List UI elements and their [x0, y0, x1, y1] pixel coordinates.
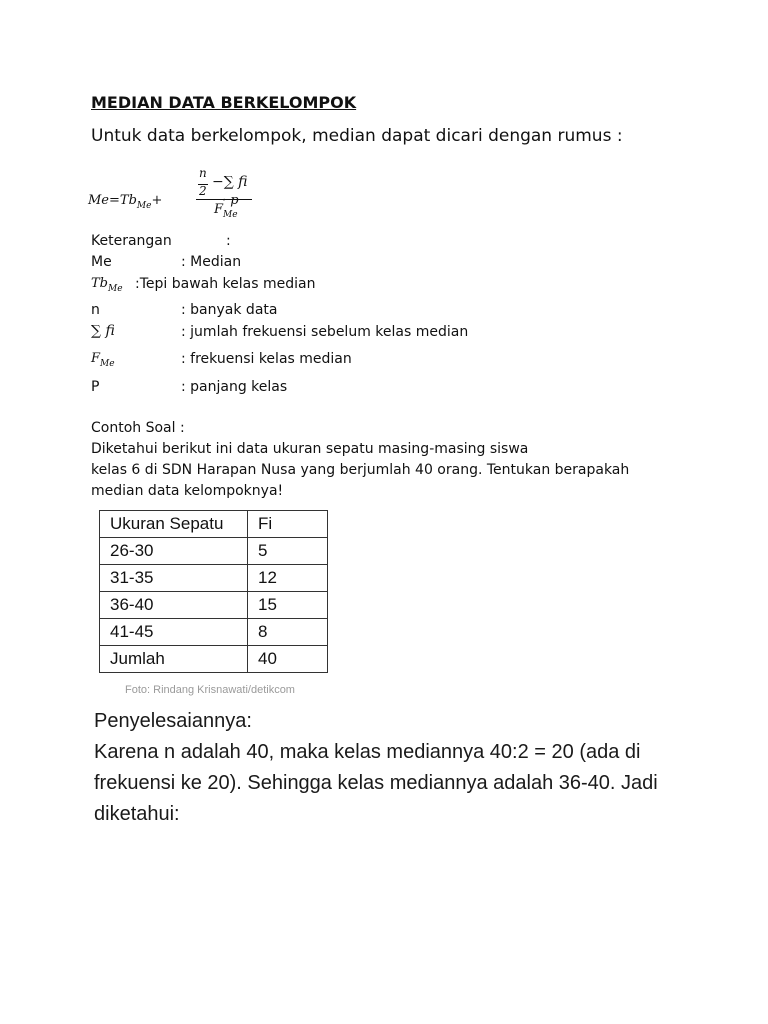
table-row [100, 646, 328, 673]
table-cell: 15 [248, 592, 328, 619]
table-cell: 8 [248, 619, 328, 646]
solution-line: frekuensi ke 20). Sehingga kelas mediannya adalah 36-40. Jadi [94, 772, 658, 794]
solution-line: diketahui: [94, 803, 180, 825]
table-cell: 12 [248, 565, 328, 592]
table-row [100, 538, 328, 565]
legend-desc: :Tepi bawah kelas median [135, 276, 316, 292]
legend-desc: : frekuensi kelas median [181, 351, 352, 367]
formula-tail: · p [222, 193, 239, 208]
photo-credit: Foto: Rindang Krisnawati/detikcom [125, 684, 295, 696]
legend-term: n [91, 302, 100, 318]
table-cell: 5 [248, 538, 328, 565]
legend-term: Me [91, 254, 112, 270]
table-row [100, 565, 328, 592]
table-cell: 31-35 [100, 565, 248, 592]
example-line: Diketahui berikut ini data ukuran sepatu masing-masing siswa [91, 441, 529, 457]
page-title: MEDIAN DATA BERKELOMPOK [91, 93, 357, 112]
table-cell: 41-45 [100, 619, 248, 646]
legend-term: $F_{Me}$ [91, 351, 115, 369]
example-line: median data kelompoknya! [91, 483, 284, 499]
table-cell: 26-30 [100, 538, 248, 565]
intro-text: Untuk data berkelompok, median dapat dicari dengan rumus : [91, 126, 623, 146]
legend-term: P [91, 379, 100, 395]
shoe-size-table [99, 510, 328, 673]
table-header-row [100, 511, 328, 538]
example-title: Contoh Soal : [91, 420, 185, 436]
legend-desc: : panjang kelas [181, 379, 288, 395]
median-formula: $Me=Tb_{Me}+$ n 2 −∑ fi $F_{Me}$ · p [88, 162, 288, 224]
legend-term: $Tb_{Me}$ [91, 276, 123, 294]
table-row [100, 619, 328, 646]
example-line: kelas 6 di SDN Harapan Nusa yang berjumlah 40 orang. Tentukan berapakah [91, 462, 630, 478]
formula-denominator: $F_{Me}$ [214, 202, 238, 220]
solution-title: Penyelesaiannya: [94, 710, 252, 732]
table-row [100, 592, 328, 619]
solution-line: Karena n adalah 40, maka kelas mediannya 40:2 = 20 (ada di [94, 741, 641, 763]
table-cell: 40 [248, 646, 328, 673]
formula-lhs: $Me=Tb_{Me}+$ [88, 193, 163, 211]
table-header: Fi [248, 511, 328, 538]
legend-title: Keterangan [91, 233, 172, 249]
table-cell: 36-40 [100, 592, 248, 619]
solution-block [94, 706, 694, 830]
legend-desc: : Median [181, 254, 242, 270]
legend-title-colon: : [226, 233, 231, 249]
legend-desc: : banyak data [181, 302, 278, 318]
table-header: Ukuran Sepatu [100, 511, 248, 538]
legend-desc: : jumlah frekuensi sebelum kelas median [181, 324, 469, 340]
legend-term: ∑ fi [91, 323, 115, 339]
table-cell: Jumlah [100, 646, 248, 673]
